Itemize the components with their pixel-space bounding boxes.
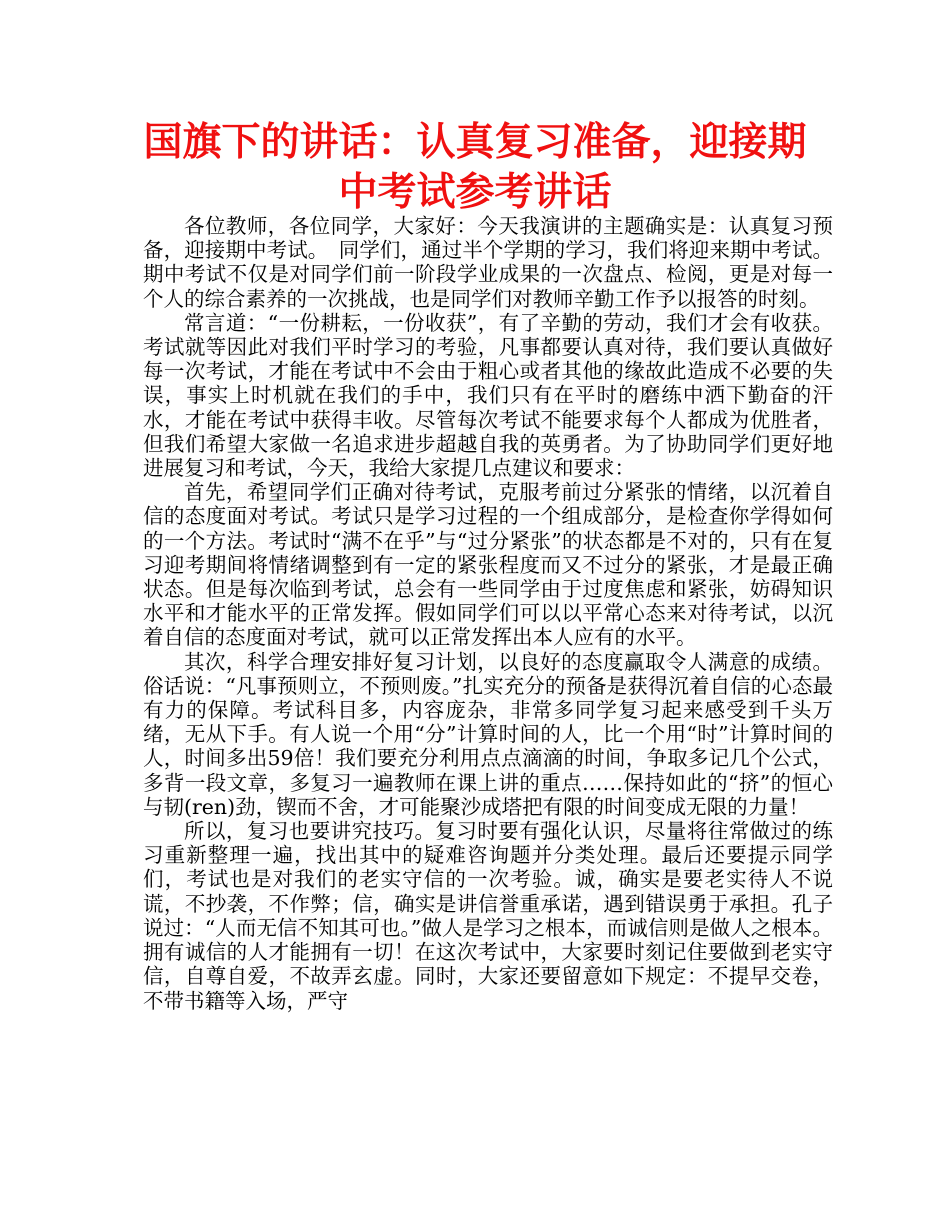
paragraph-3: 首先，希望同学们正确对待考试，克服考前过分紧张的情绪，以沉着自信的态度面对考试。考试只是学习过程的一个组成部分，是检查你学得如何的一个方法。考试时“满不在乎”与“过分紧张”的状态都是不对的，只有在复习迎考期间将情绪调整到有一定的紧张程度而又不过分的紧张，才是最正确状态。但是每次临到考试，总会有一些同学由于过度焦虑和紧张，妨碍知识水平和才能水平的正常发挥。假如同学们可以以平常心态来对待考试，以沉着自信的态度面对考试，就可以正常发挥出本人应有的水平。 [143,480,833,650]
document-title: 国旗下的讲话：认真复习准备，迎接期中考试参考讲话 [143,120,807,215]
document-body [143,214,833,1013]
paragraph-1: 各位教师，各位同学，大家好：今天我演讲的主题确实是：认真复习预备，迎接期中考试。 同学们，通过半个学期的学习，我们将迎来期中考试。期中考试不仅是对同学们前一阶段学业成果的一次盘点、检阅，更是对每一个人的综合素养的一次挑战，也是同学们对教师辛勤工作予以报答的时刻。 [143,214,833,311]
paragraph-5: 所以，复习也要讲究技巧。复习时要有强化认识，尽量将往常做过的练习重新整理一遍，找出其中的疑难咨询题并分类处理。最后还要提示同学们，考试也是对我们的老实守信的一次考验。诚，确实是要老实待人不说谎，不抄袭，不作弊；信，确实是讲信誉重承诺，遇到错误勇于承担。孔子说过：“人而无信不知其可也。”做人是学习之根本，而诚信则是做人之根本。拥有诚信的人才能拥有一切！在这次考试中，大家要时刻记住要做到老实守信，自尊自爱，不故弄玄虚。同时，大家还要留意如下规定：不提早交卷，不带书籍等入场，严守 [143,819,833,1013]
paragraph-4: 其次，科学合理安排好复习计划，以良好的态度赢取令人满意的成绩。俗话说：“凡事预则立，不预则废。”扎实充分的预备是获得沉着自信的心态最有力的保障。考试科目多，内容庞杂，非常多同学复习起来感受到千头万绪，无从下手。有人说一个用“分”计算时间的人，比一个用“时”计算时间的人，时间多出59倍！我们要充分利用点点滴滴的时间，争取多记几个公式，多背一段文章，多复习一遍教师在课上讲的重点……保持如此的“挤”的恒心与韧(ren)劲，锲而不舍，才可能聚沙成塔把有限的时间变成无限的力量！ [143,649,833,819]
paragraph-2: 常言道：“一份耕耘，一份收获”，有了辛勤的劳动，我们才会有收获。考试就等因此对我们平时学习的考验，凡事都要认真对待，我们要认真做好每一次考试，才能在考试中不会由于粗心或者其他的缘故此造成不必要的失误，事实上时机就在我们的手中，我们只有在平时的磨练中洒下勤奋的汗水，才能在考试中获得丰收。尽管每次考试不能要求每个人都成为优胜者，但我们希望大家做一名追求进步超越自我的英勇者。为了协助同学们更好地进展复习和考试，今天，我给大家提几点建议和要求： [143,310,833,481]
